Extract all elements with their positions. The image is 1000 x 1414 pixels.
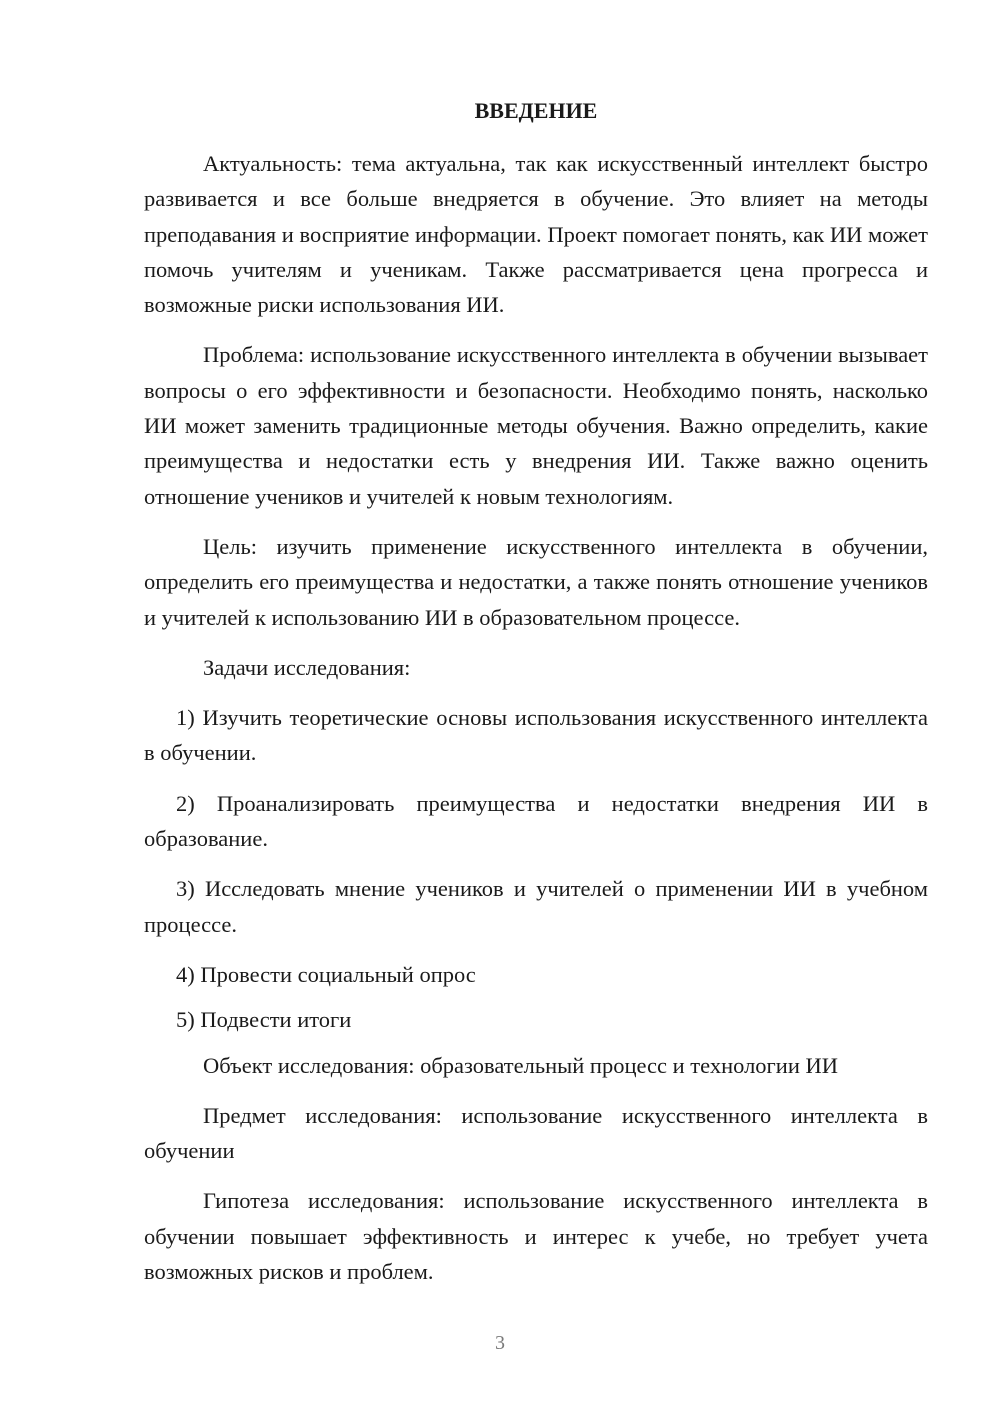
task-item-1: 1) Изучить теоретические основы использования искусственного интеллекта в обучении.	[144, 705, 928, 766]
tasks-heading: Задачи исследования:	[203, 654, 411, 680]
paragraph-relevance: Актуальность: тема актуальна, так как искусственный интеллект быстро развивается и все больше внедряется в обучение. Это влияет на методы преподавания и восприятие информации. Проект помогает понять, как ИИ может помочь учителям и ученикам. Также рассматривается цена прогресса и возможные риски использования ИИ.	[144, 151, 928, 318]
task-item-5: 5) Подвести итоги	[176, 1007, 352, 1033]
paragraph-goal: Цель: изучить применение искусственного интеллекта в обучении, определить его преимущества и недостатки, а также понять отношение учеников и учителей к использованию ИИ в образовательном процессе.	[144, 533, 928, 630]
paragraph-object: Объект исследования: образовательный процесс и технологии ИИ	[203, 1052, 838, 1078]
page-content	[144, 94, 928, 1304]
paragraph-hypothesis: Гипотеза исследования: использование искусственного интеллекта в обучении повышает эффективность и интерес к учебе, но требует учета возможных рисков и проблем.	[144, 1188, 928, 1285]
task-item-2: 2) Проанализировать преимущества и недостатки внедрения ИИ в образование.	[144, 790, 928, 852]
page-title: ВВЕДЕНИЕ	[474, 98, 598, 123]
page-number: 3	[495, 1332, 505, 1354]
paragraph-subject: Предмет исследования: использование искусственного интеллекта в обучении	[144, 1102, 928, 1164]
paragraph-problem: Проблема: использование искусственного интеллекта в обучении вызывает вопросы о его эффективности и безопасности. Необходимо понять, насколько ИИ может заменить традиционные методы обучения. Важно определить, какие преимущества и недостатки есть у внедрения ИИ. Также важно оценить отношение учеников и учителей к новым технологиям.	[144, 342, 928, 509]
task-item-4: 4) Провести социальный опрос	[176, 961, 476, 987]
task-item-3: 3) Исследовать мнение учеников и учителей о применении ИИ в учебном процессе.	[144, 876, 928, 937]
